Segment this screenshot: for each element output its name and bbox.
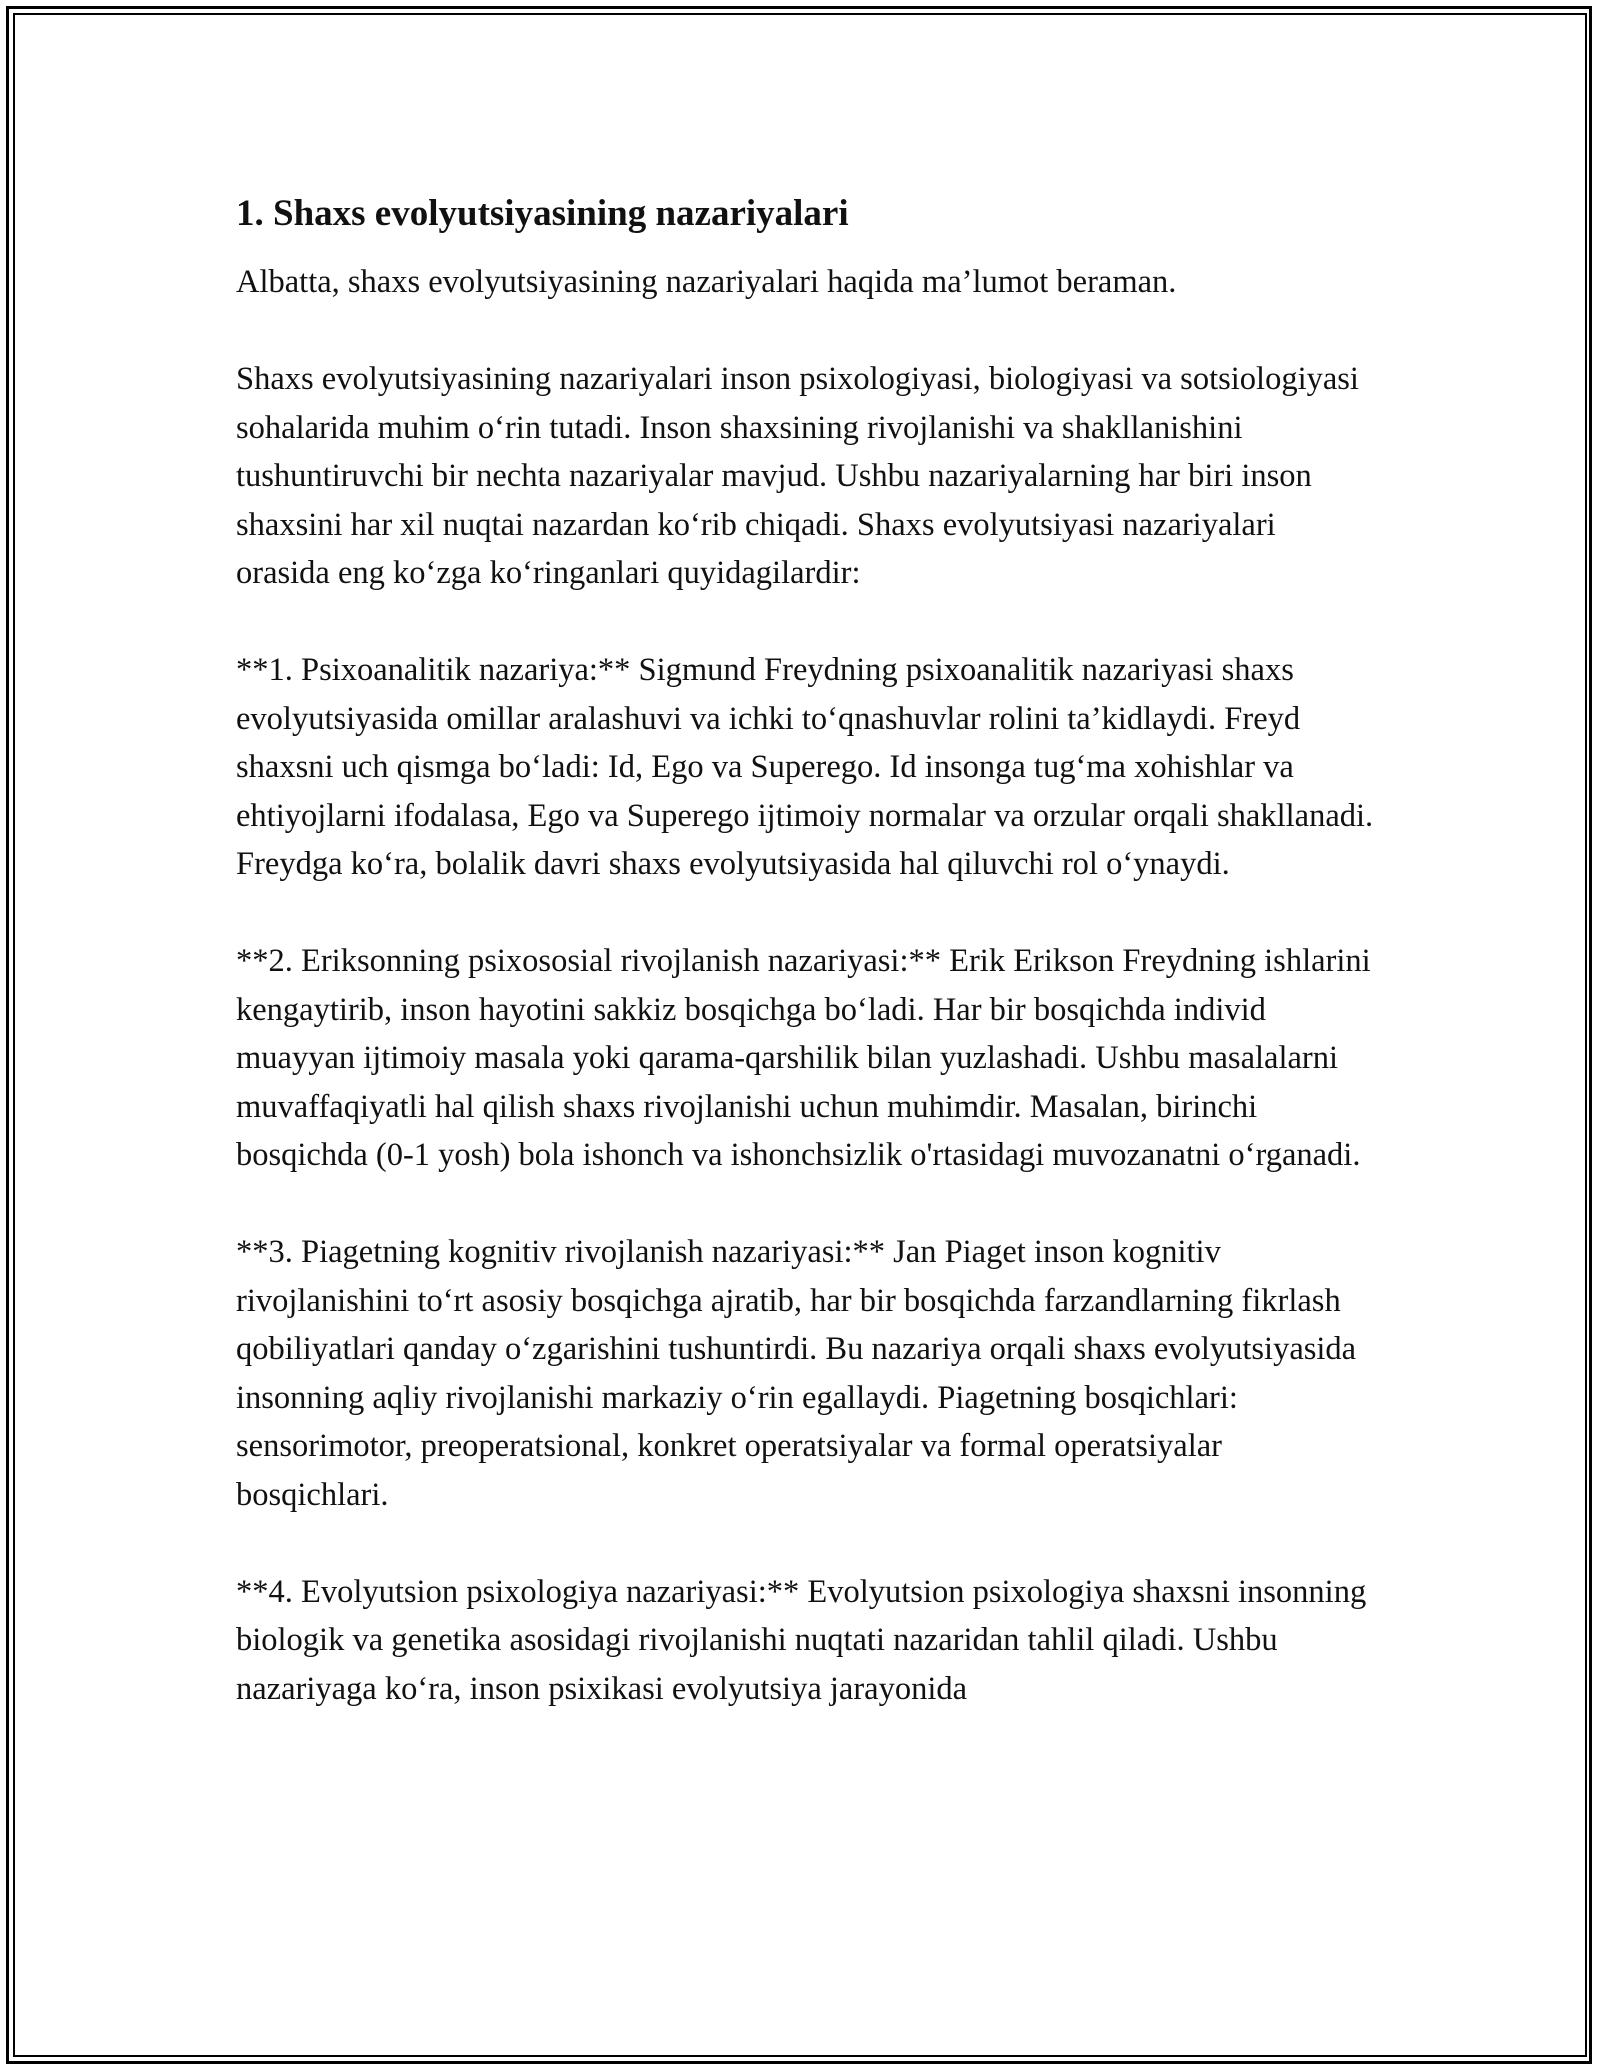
- document-title: 1. Shaxs evolyutsiyasining nazariyalari: [236, 193, 849, 234]
- paragraph-erikson-theory: **2. Eriksonning psixososial rivojlanish nazariyasi:** Erik Erikson Freydning ishlarini kengaytirib, inson hayotini sakkiz bosqichga bo‘ladi. Har bir bosqichda individ muayyan ijtimoiy masala yoki qarama-qarshilik bilan yuzlashadi. Ushbu masalalarni muvaffaqiyatli hal qilish shaxs rivojlanishi uchun muhimdir. Masalan, birinchi bosqichda (0-1 yosh) bola ishonch va ishonchsizlik o'rtasidagi muvozanatni o‘rganadi.: [236, 943, 1371, 1173]
- paragraph-overview: Shaxs evolyutsiyasining nazariyalari inson psixologiyasi, biologiyasi va sotsiologiyasi sohalarida muhim o‘rin tutadi. Inson shaxsining rivojlanishi va shakllanishini tushuntiruvchi bir nechta nazariyalar mavjud. Ushbu nazariyalarning har biri inson shaxsini har xil nuqtai nazardan ko‘rib chiqadi. Shaxs evolyutsiyasi nazariyalari orasida eng ko‘zga ko‘ringanlari quyidagilardir:: [236, 361, 1359, 591]
- paragraph-psychoanalytic-theory: **1. Psixoanalitik nazariya:** Sigmund Freydning psixoanalitik nazariyasi shaxs evolyutsiyasida omillar aralashuvi va ichki to‘qnashuvlar rolini ta’kidlaydi. Freyd shaxsni uch qismga bo‘ladi: Id, Ego va Superego. Id insonga tug‘ma xohishlar va ehtiyojlarni ifodalasa, Ego va Superego ijtimoiy normalar va orzular orqali shakllanadi. Freydga ko‘ra, bolalik davri shaxs evolyutsiyasida hal qiluvchi rol o‘ynaydi.: [236, 652, 1374, 882]
- paragraph-intro: Albatta, shaxs evolyutsiyasining nazariyalari haqida ma’lumot beraman.: [236, 264, 1177, 300]
- paragraph-evolutionary-psychology: **4. Evolyutsion psixologiya nazariyasi:** Evolyutsion psixologiya shaxsni insonning biologik va genetika asosidagi rivojlanishi nuqtati nazaridan tahlil qiladi. Ushbu nazariyaga ko‘ra, inson psixikasi evolyutsiya jarayonida: [236, 1573, 1367, 1707]
- paragraph-piaget-theory: **3. Piagetning kognitiv rivojlanish nazariyasi:** Jan Piaget inson kognitiv rivojlanishini to‘rt asosiy bosqichga ajratib, har bir bosqichda farzandlarning fikrlash qobiliyatlari qanday o‘zgarishini tushuntirdi. Bu nazariya orqali shaxs evolyutsiyasida insonning aqliy rivojlanishi markaziy o‘rin egallaydi. Piagetning bosqichlari: sensorimotor, preoperatsional, konkret operatsiyalar va formal operatsiyalar bosqichlari.: [236, 1234, 1357, 1513]
- document-body: [236, 188, 1376, 1762]
